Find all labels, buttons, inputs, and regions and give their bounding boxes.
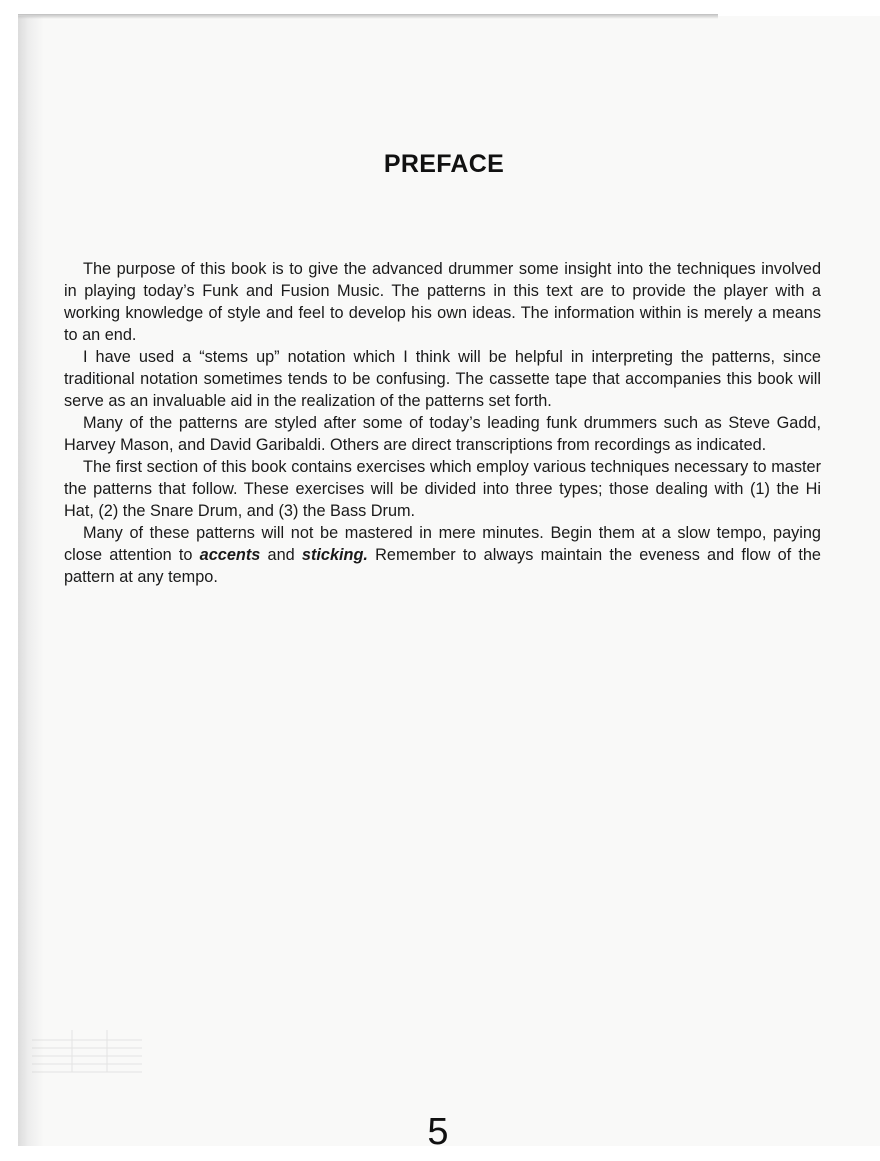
preface-paragraph bbox=[64, 522, 821, 588]
page-title: PREFACE bbox=[383, 150, 505, 178]
paragraph-text: I have used a “stems up” notation which I think will be helpful in interpreting the patterns, since traditional notation sometimes tends to be confusing. The cassette tape that accompanies this book will serve as an invaluable aid in the realization of the patterns set forth. bbox=[64, 348, 821, 410]
preface-paragraph bbox=[64, 456, 821, 522]
paragraph-text: The first section of this book contains exercises which employ various techniques necessary to master the patterns that follow. These exercises will be divided into three types; those dealing with (1) the Hi Hat, (2) the Snare Drum, and (3) the Bass Drum. bbox=[64, 458, 821, 520]
emphasized-term: accents bbox=[199, 546, 261, 564]
preface-paragraph bbox=[64, 258, 821, 346]
paragraph-text: Many of these patterns will not be mastered in mere minutes. Begin them at a slow tempo, paying close attention to bbox=[64, 524, 821, 564]
paragraph-text: Many of the patterns are styled after some of today’s leading funk drummers such as Steve Gadd, Harvey Mason, and David Garibaldi. Others are direct transcriptions from recordings as indicated. bbox=[64, 414, 821, 454]
page-number: 5 bbox=[427, 1111, 449, 1153]
preface-paragraph bbox=[64, 346, 821, 412]
paragraph-text: The purpose of this book is to give the advanced drummer some insight into the techniques involved in playing today’s Funk and Fusion Music. The patterns in this text are to provide the player with a working knowledge of style and feel to develop his own ideas. The information within is merely a means to an end. bbox=[64, 260, 821, 344]
paragraph-text: and bbox=[260, 546, 302, 564]
preface-paragraph bbox=[64, 412, 821, 456]
paragraph-text: Remember to always maintain the eveness and flow of the pattern at any tempo. bbox=[64, 546, 821, 586]
top-edge-shadow bbox=[18, 14, 718, 19]
binding-shadow bbox=[18, 16, 44, 1146]
preface-body bbox=[64, 258, 821, 588]
emphasized-term: sticking. bbox=[301, 546, 368, 564]
